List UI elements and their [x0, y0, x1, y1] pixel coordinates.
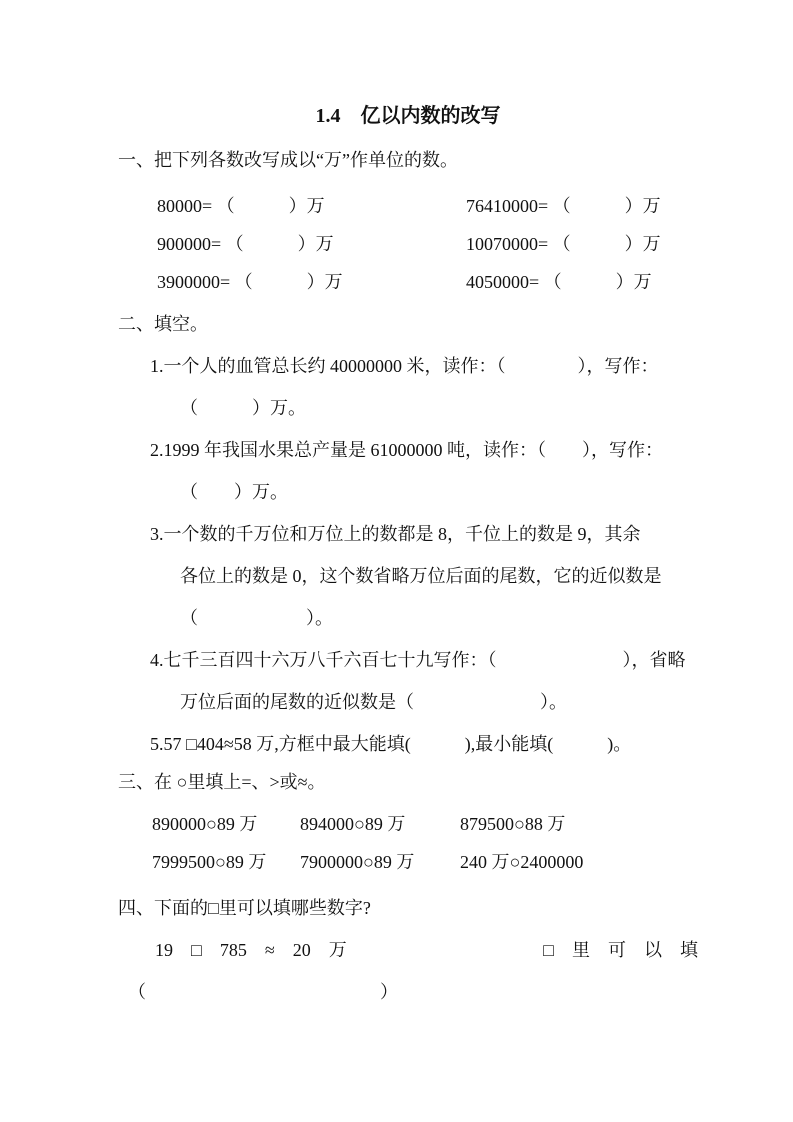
comparison-item: 7999500○89 万: [152, 852, 267, 872]
conversion-item: 76410000= （ ）万: [466, 196, 661, 216]
conversion-item: 3900000= （ ）万: [157, 272, 343, 292]
comparison-row: [152, 843, 698, 881]
conversion-item: 900000= （ ）万: [157, 234, 334, 254]
fill-in-line: （ ）万。: [180, 398, 306, 418]
fill-in-line: 各位上的数是 0，这个数省略万位后面的尾数，它的近似数是: [180, 566, 662, 586]
fill-in-items: [118, 345, 698, 765]
digit-question-prompt: □ 里 可 以 填: [543, 940, 698, 960]
conversion-grid: [157, 187, 698, 301]
comparison-item: 240 万○2400000: [460, 852, 584, 872]
conversion-item: 4050000= （ ）万: [466, 272, 652, 292]
digit-question-row: [155, 929, 698, 971]
comparison-item: 879500○88 万: [460, 814, 566, 834]
section-two-heading: 二、填空。: [118, 314, 208, 334]
answer-blank: （ ）: [128, 982, 398, 1002]
section-three-heading: 三、在 ○里填上=、>或≈。: [118, 772, 326, 792]
fill-in-line: 4.七千三百四十六万八千六百七十九写作：（ ），省略: [150, 650, 686, 670]
worksheet-title: 1.4 亿以内数的改写: [315, 105, 501, 127]
digit-question-expression: 19 □ 785 ≈ 20 万: [155, 940, 347, 960]
comparison-item: 7900000○89 万: [300, 852, 415, 872]
section-one-heading: 一、把下列各数改写成以“万”作单位的数。: [118, 150, 458, 170]
fill-in-line: 2.1999 年我国水果总产量是 61000000 吨，读作：（ ），写作：: [150, 440, 663, 460]
fill-in-line: （ ）万。: [180, 482, 288, 502]
comparison-row: [152, 805, 698, 843]
fill-in-line: 1.一个人的血管总长约 40000000 米，读作：（ ），写作：: [150, 356, 659, 376]
section-four-heading: 四、下面的□里可以填哪些数字?: [118, 898, 371, 918]
fill-in-line: 5.57 □404≈58 万,方框中最大能填( ),最小能填( )。: [150, 734, 632, 754]
conversion-item: 10070000= （ ）万: [466, 234, 661, 254]
fill-in-line: 万位后面的尾数的近似数是（ ）。: [180, 692, 567, 712]
fill-in-line: 3.一个数的千万位和万位上的数都是 8，千位上的数是 9，其余: [150, 524, 641, 544]
fill-in-line: （ ）。: [180, 608, 333, 628]
comparison-item: 894000○89 万: [300, 814, 406, 834]
conversion-item: 80000= （ ）万: [157, 196, 325, 216]
comparison-item: 890000○89 万: [152, 814, 258, 834]
